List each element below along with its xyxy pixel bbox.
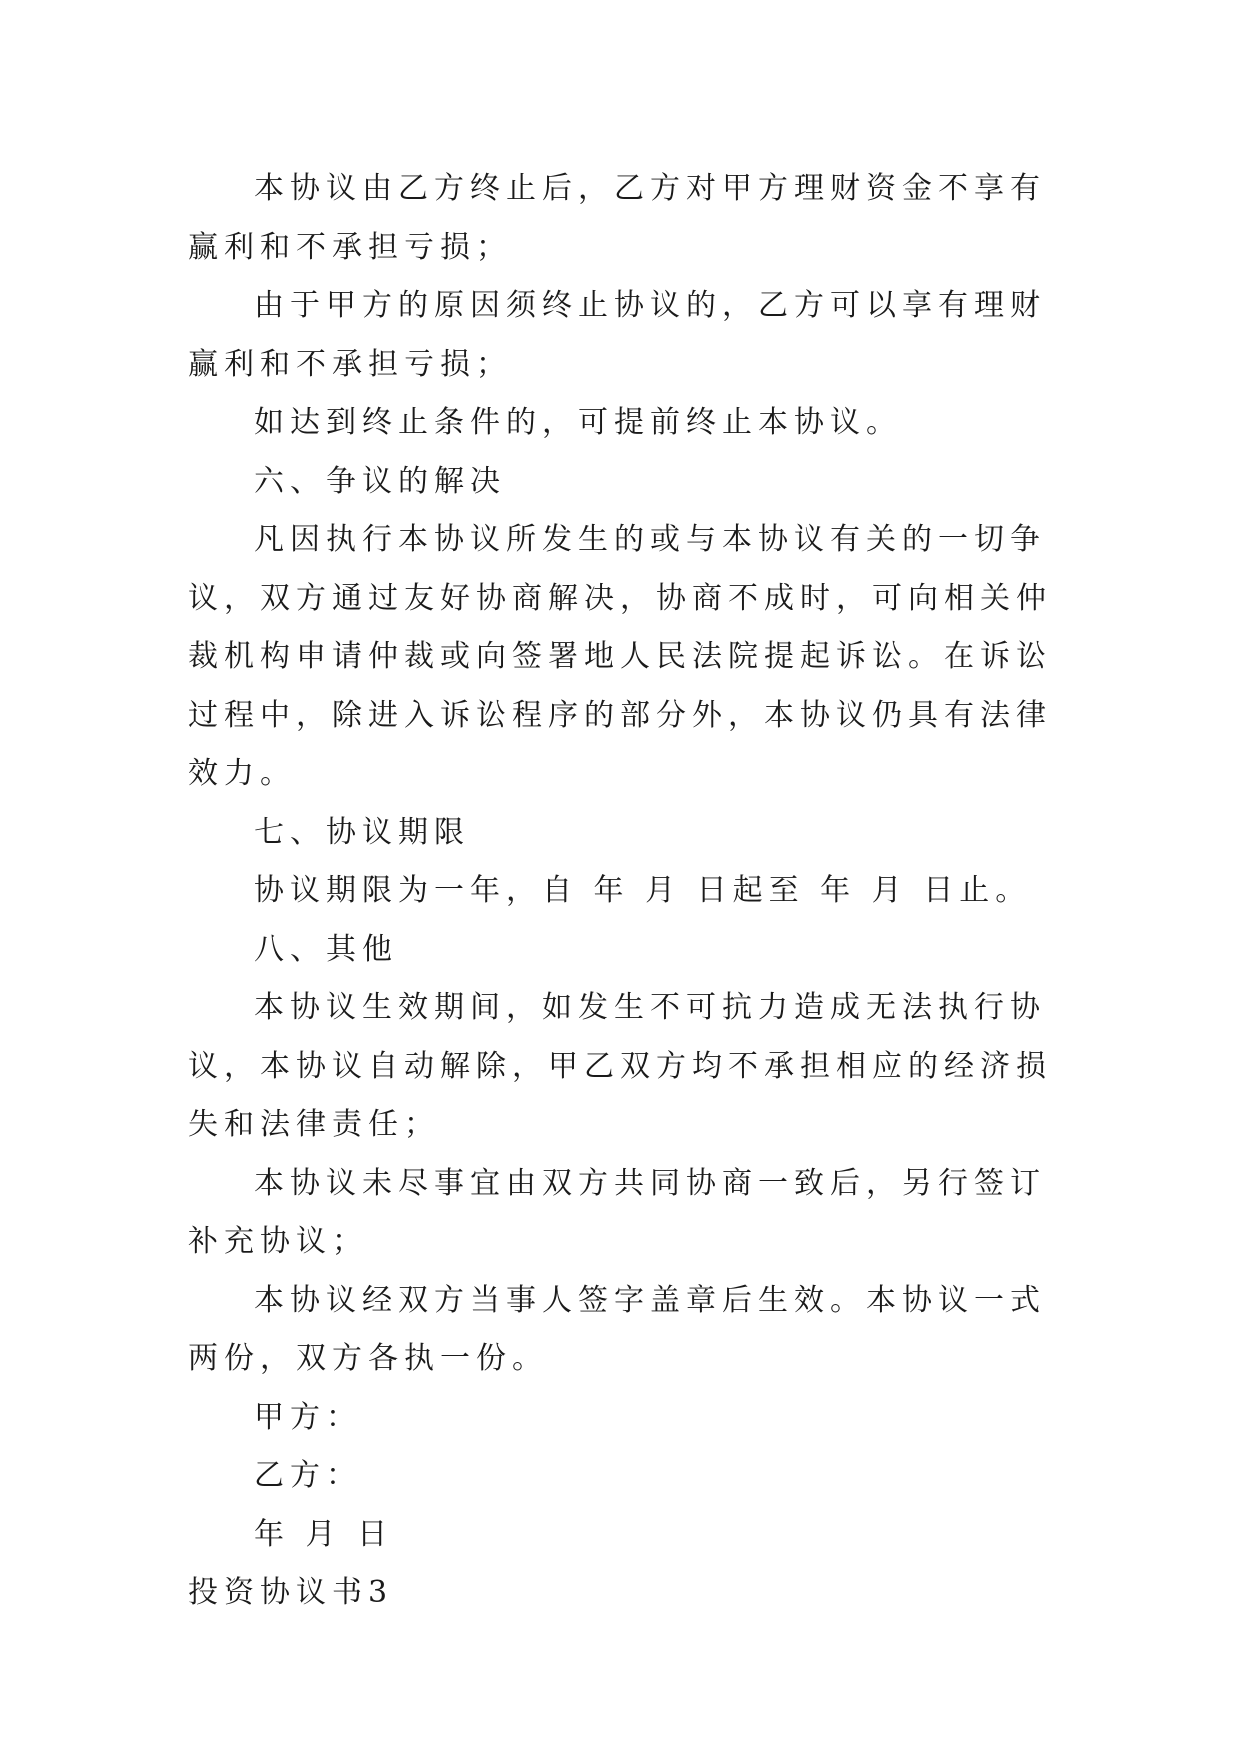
- paragraph-force-majeure: 本协议生效期间，如发生不可抗力造成无法执行协议，本协议自动解除，甲乙双方均不承担相应的经济损失和法律责任；: [188, 990, 1052, 1142]
- paragraph-agreement-term: 协议期限为一年，自 年 月 日起至 年 月 日止。: [254, 873, 1032, 908]
- document-page: [188, 160, 1054, 1623]
- signature-date: 年 月 日: [254, 1516, 394, 1552]
- next-document-title: 投资协议书3: [188, 1575, 394, 1610]
- section-heading-dispute-resolution: 六、争议的解决: [254, 463, 506, 499]
- signature-party-b: 乙方：: [254, 1458, 362, 1493]
- section-heading-agreement-term: 七、协议期限: [254, 814, 470, 850]
- paragraph-termination-by-party-b: 本协议由乙方终止后，乙方对甲方理财资金不享有赢利和不承担亏损；: [188, 171, 1046, 265]
- paragraph-termination-by-party-a: 由于甲方的原因须终止协议的，乙方可以享有理财赢利和不承担亏损；: [188, 288, 1046, 382]
- paragraph-supplementary-agreement: 本协议未尽事宜由双方共同协商一致后，另行签订补充协议；: [188, 1165, 1046, 1259]
- paragraph-dispute-resolution: 凡因执行本协议所发生的或与本协议有关的一切争议，双方通过友好协商解决，协商不成时，可向相关仲裁机构申请仲裁或向签署地人民法院提起诉讼。在诉讼过程中，除进入诉讼程序的部分外，本协议仍具有法律效力。: [188, 522, 1052, 791]
- signature-party-a: 甲方：: [254, 1399, 362, 1435]
- paragraph-early-termination: 如达到终止条件的，可提前终止本协议。: [254, 405, 902, 440]
- paragraph-effectiveness: 本协议经双方当事人签字盖章后生效。本协议一式两份，双方各执一份。: [188, 1282, 1046, 1376]
- section-heading-other: 八、其他: [254, 931, 398, 967]
